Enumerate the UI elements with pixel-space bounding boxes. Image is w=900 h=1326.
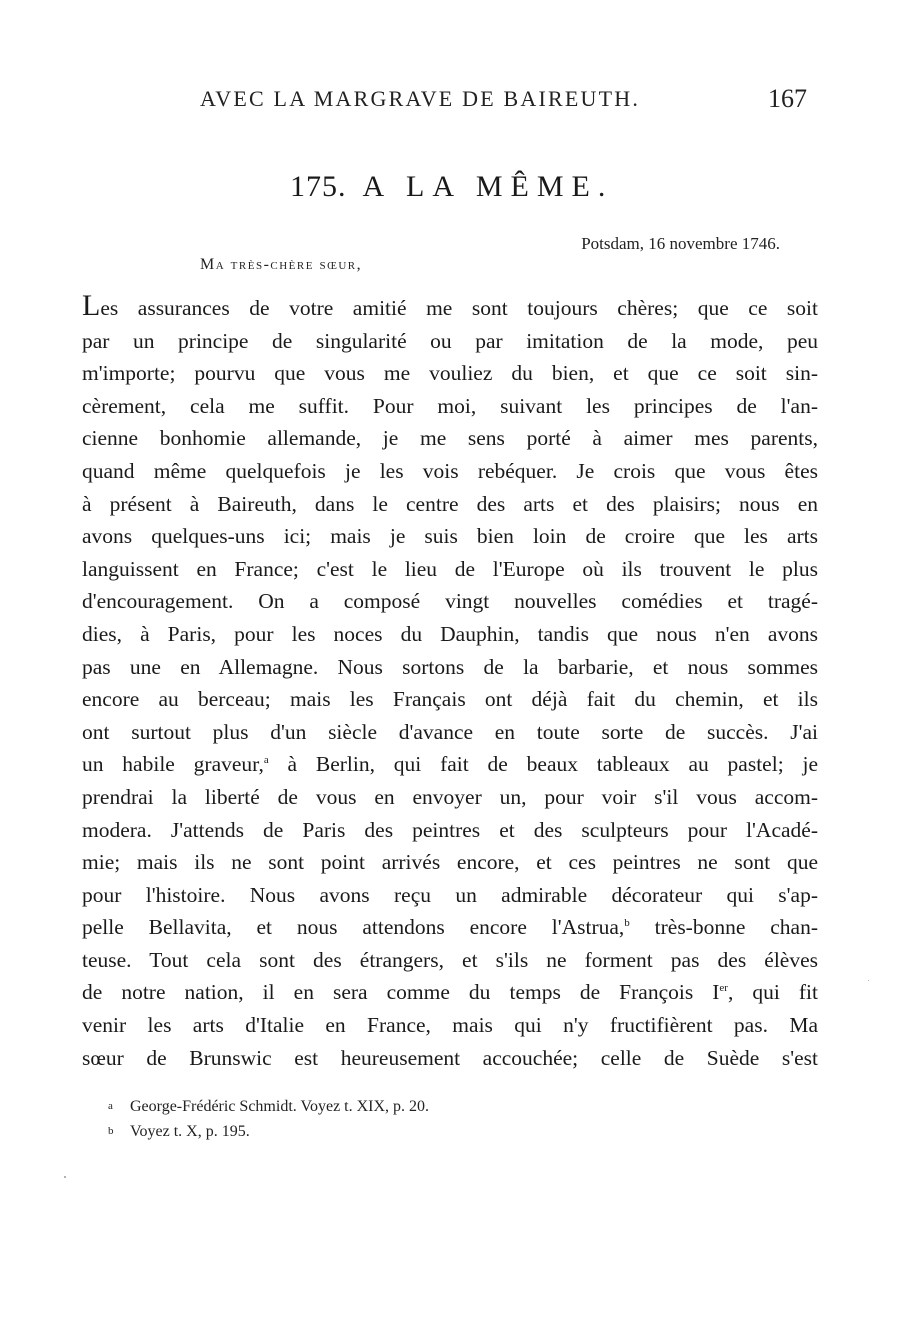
body-line-15: un habile graveur,$^a$ à Berlin, qui fait de beaux tableaux au pastel; je (82, 752, 818, 777)
footnote-ref-a[interactable]: a (263, 754, 269, 767)
dateline: Potsdam, 16 novembre 1746. (581, 234, 780, 253)
ordinal-superscript: er (719, 982, 728, 995)
body-line-9: languissent en France; c'est le lieu de l'Europe où ils trouvent le plus (82, 556, 818, 581)
letter-heading: A LA MÊME. (362, 170, 614, 203)
footnote-a (108, 1094, 429, 1119)
paper-speck (64, 1176, 66, 1178)
body-line-22: de notre nation, il en sera comme du temps de François Ier, qui fit (82, 980, 818, 1005)
body-line-21: teuse. Tout cela sont des étrangers, et s'ils ne forment pas des élèves (82, 947, 818, 972)
body-line-18: mie; mais ils ne sont point arrivés encore, et ces peintres ne sont que (82, 850, 818, 875)
footnote-b (108, 1119, 429, 1144)
letter-body (82, 289, 818, 1074)
footnote-ref-b[interactable]: b (624, 917, 630, 930)
footnote-mark: a (108, 1100, 113, 1112)
drop-initial: L (82, 289, 101, 322)
body-line-8: avons quelques-uns ici; mais je suis bien loin de croire que les arts (82, 524, 818, 549)
letter-number: 175. (290, 170, 347, 203)
body-line-20: pelle Bellavita, et nous attendons encore l'Astrua,$^b$ très-bonne chan- (82, 915, 818, 940)
body-line-19: pour l'histoire. Nous avons reçu un admirable décorateur qui s'ap- (82, 882, 818, 907)
paper-speck (868, 980, 869, 981)
letter-title (290, 170, 613, 204)
body-line-10: d'encouragement. On a composé vingt nouvelles comédies et tragé- (82, 589, 818, 614)
body-line-17: modera. J'attends de Paris des peintres et des sculpteurs pour l'Acadé- (82, 817, 818, 842)
body-line-16: prendrai la liberté de vous en envoyer un, pour voir s'il vous accom- (82, 784, 818, 809)
body-line-24: sœur de Brunswic est heureusement accouchée; celle de Suède s'est (82, 1045, 818, 1070)
running-head: AVEC LA MARGRAVE DE BAIREUTH. (200, 86, 641, 111)
body-line-6: quand même quelquefois je les vois rebéquer. Je crois que vous êtes (82, 458, 818, 483)
body-line-14: ont surtout plus d'un siècle d'avance en toute sorte de succès. J'ai (82, 719, 818, 744)
body-line-12: pas une en Allemagne. Nous sortons de la barbarie, et nous sommes (82, 654, 818, 679)
footnote-text: George-Frédéric Schmidt. Voyez t. XIX, p. 20. (130, 1098, 430, 1115)
footnote-text: Voyez t. X, p. 195. (130, 1123, 250, 1140)
page-number: 167 (768, 84, 807, 113)
body-line-13: encore au berceau; mais les Français ont déjà fait du chemin, et ils (82, 687, 818, 712)
body-line-4: cèrement, cela me suffit. Pour moi, suivant les principes de l'an- (82, 393, 818, 418)
body-line-11: dies, à Paris, pour les noces du Dauphin, tandis que nous n'en avons (82, 621, 818, 646)
body-line-2: par un principe de singularité ou par imitation de la mode, peu (82, 328, 818, 353)
body-line-5: cienne bonhomie allemande, je me sens porté à aimer mes parents, (82, 426, 818, 451)
salutation: Ma très-chère sœur, (200, 256, 363, 273)
body-line-3: m'importe; pourvu que vous me vouliez du bien, et que ce soit sin- (82, 361, 818, 386)
body-line-1: Les assurances de votre amitié me sont toujours chères; que ce soit (82, 289, 818, 322)
footnotes (108, 1094, 429, 1144)
body-line-23: venir les arts d'Italie en France, mais qui n'y fructifièrent pas. Ma (82, 1013, 818, 1038)
body-line-7: à présent à Baireuth, dans le centre des arts et des plaisirs; nous en (82, 491, 818, 516)
footnote-mark: b (108, 1125, 114, 1137)
